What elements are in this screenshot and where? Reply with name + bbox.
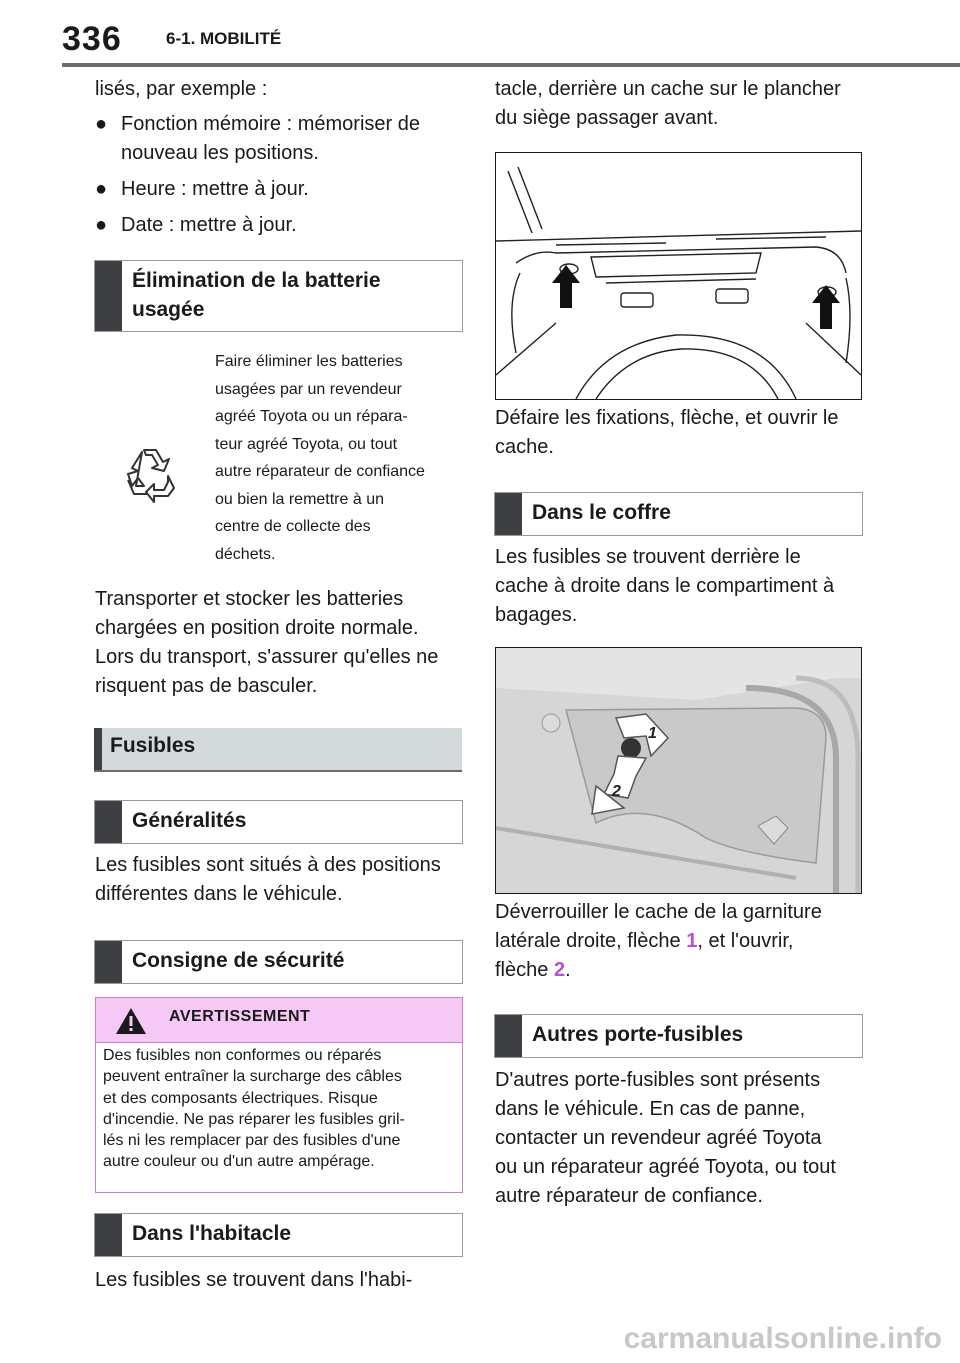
text-line: chargées en position droite normale. <box>95 617 419 639</box>
heading-text: Fusibles <box>110 734 196 757</box>
heading-text: usagée <box>132 298 205 321</box>
section-heading-trunk <box>494 492 863 536</box>
text-line: usagées par un revendeur <box>215 380 402 398</box>
bullet-dot-icon: ● <box>95 113 108 135</box>
text-line: agréé Toyota ou un répara- <box>215 408 408 425</box>
text-line: D'autres porte-fusibles sont présents <box>495 1069 821 1091</box>
text-line: autre réparateur de confiance. <box>495 1185 763 1207</box>
heading-text: Dans le coffre <box>532 501 671 524</box>
other-fuse-holders-text <box>495 1066 885 1211</box>
warning-triangle-icon <box>114 1006 148 1036</box>
watermark: carmanualsonline.info <box>623 1322 942 1355</box>
bullet-text: Fonction mémoire : mémoriser de <box>121 113 420 135</box>
text-line: flèche 2. <box>495 959 571 981</box>
heading-text: Élimination de la batterie <box>132 269 381 292</box>
recycle-icon <box>118 440 182 504</box>
heading-text: Généralités <box>132 809 247 832</box>
text-line: et des composants électriques. Risque <box>103 1089 378 1107</box>
bullet-list <box>95 110 465 240</box>
text-line: Des fusibles non conformes ou réparés <box>103 1047 382 1064</box>
section-heading-safety <box>94 940 463 984</box>
warning-box <box>95 997 463 1193</box>
chapter-band-fusibles <box>94 728 462 770</box>
text-line: cache à droite dans le compartiment à <box>495 575 835 597</box>
text-line: autre réparateur de confiance <box>215 463 425 480</box>
text-line: Les fusibles se trouvent derrière le <box>495 546 801 568</box>
recycle-text <box>215 348 465 568</box>
chapter-title: 6-1. MOBILITÉ <box>166 29 282 48</box>
bullet-dot-icon: ● <box>95 178 108 200</box>
trunk-text <box>495 543 875 630</box>
heading-text: Dans l'habitacle <box>132 1222 292 1245</box>
list-item <box>95 175 465 204</box>
list-item <box>95 110 465 168</box>
section-heading-other-fuse-holders <box>494 1014 863 1058</box>
header-rule <box>62 63 960 67</box>
text-line: Déverrouiller le cache de la garniture <box>495 901 822 923</box>
text-line: Les fusibles sont situés à des positions <box>95 854 441 876</box>
figure-passenger-floor-cover <box>495 152 862 400</box>
general-text <box>95 851 465 909</box>
text-line: tacle, derrière un cache sur le plancher <box>495 78 841 100</box>
text-line: déchets. <box>215 545 276 563</box>
text-line: latérale droite, flèche 1, et l'ouvrir, <box>495 930 794 952</box>
text-line: dans le véhicule. En cas de panne, <box>495 1098 806 1120</box>
text-line: ou un réparateur agréé Toyota, ou tout <box>495 1156 836 1178</box>
text-line: Défaire les fixations, flèche, et ouvrir le <box>495 407 839 429</box>
callout-number-2: 2 <box>553 959 566 981</box>
text-line: différentes dans le véhicule. <box>95 883 343 905</box>
figure-callout-2: 2 <box>612 783 621 800</box>
figure-1-caption <box>495 404 875 462</box>
bullet-text: Heure : mettre à jour. <box>121 178 309 200</box>
text-line: teur agréé Toyota, ou tout <box>215 435 398 453</box>
heading-text: Consigne de sécurité <box>132 949 345 972</box>
text-line: du siège passager avant. <box>495 107 719 129</box>
text-line: risquent pas de basculer. <box>95 675 318 697</box>
bullet-text: Date : mettre à jour. <box>121 214 297 236</box>
text-line: bagages. <box>495 604 578 626</box>
intro-text: lisés, par exemple : <box>95 78 268 100</box>
figure-2-caption <box>495 898 875 985</box>
text-line: Transporter et stocker les batteries <box>95 588 404 610</box>
text-line: d'incendie. Ne pas réparer les fusibles gril- <box>103 1110 405 1128</box>
section-heading-cabin <box>94 1213 463 1257</box>
text-line: Faire éliminer les batteries <box>215 353 403 370</box>
page-number: 336 <box>62 20 122 58</box>
figure-trunk-side-trim <box>495 647 862 894</box>
heading-text: Autres porte-fusibles <box>532 1023 744 1046</box>
cabin-text: Les fusibles se trouvent dans l'habi- <box>95 1269 413 1291</box>
text-line: peuvent entraîner la surcharge des câbles <box>103 1068 402 1086</box>
text-line: contacter un revendeur agréé Toyota <box>495 1127 822 1149</box>
figure-callout-1: 1 <box>648 725 657 742</box>
callout-number-1: 1 <box>686 930 698 952</box>
text-line: autre couleur ou d'un autre ampérage. <box>103 1153 375 1171</box>
bullet-text: nouveau les positions. <box>121 142 319 164</box>
transport-text <box>95 585 465 701</box>
text-line: centre de collecte des <box>215 518 371 535</box>
list-item <box>95 211 465 240</box>
warning-title: AVERTISSEMENT <box>169 1008 311 1025</box>
bullet-dot-icon: ● <box>95 214 108 236</box>
cabin-continued-text <box>495 75 875 133</box>
text-line: Lors du transport, s'assurer qu'elles ne <box>95 646 439 668</box>
text-line: ou bien la remettre à un <box>215 490 384 508</box>
section-heading-battery <box>94 260 463 332</box>
text-line: cache. <box>495 436 554 458</box>
text-line: lés ni les remplacer par des fusibles d'une <box>103 1132 401 1150</box>
warning-body <box>103 1045 452 1173</box>
warning-header <box>96 998 462 1043</box>
section-heading-general <box>94 800 463 844</box>
